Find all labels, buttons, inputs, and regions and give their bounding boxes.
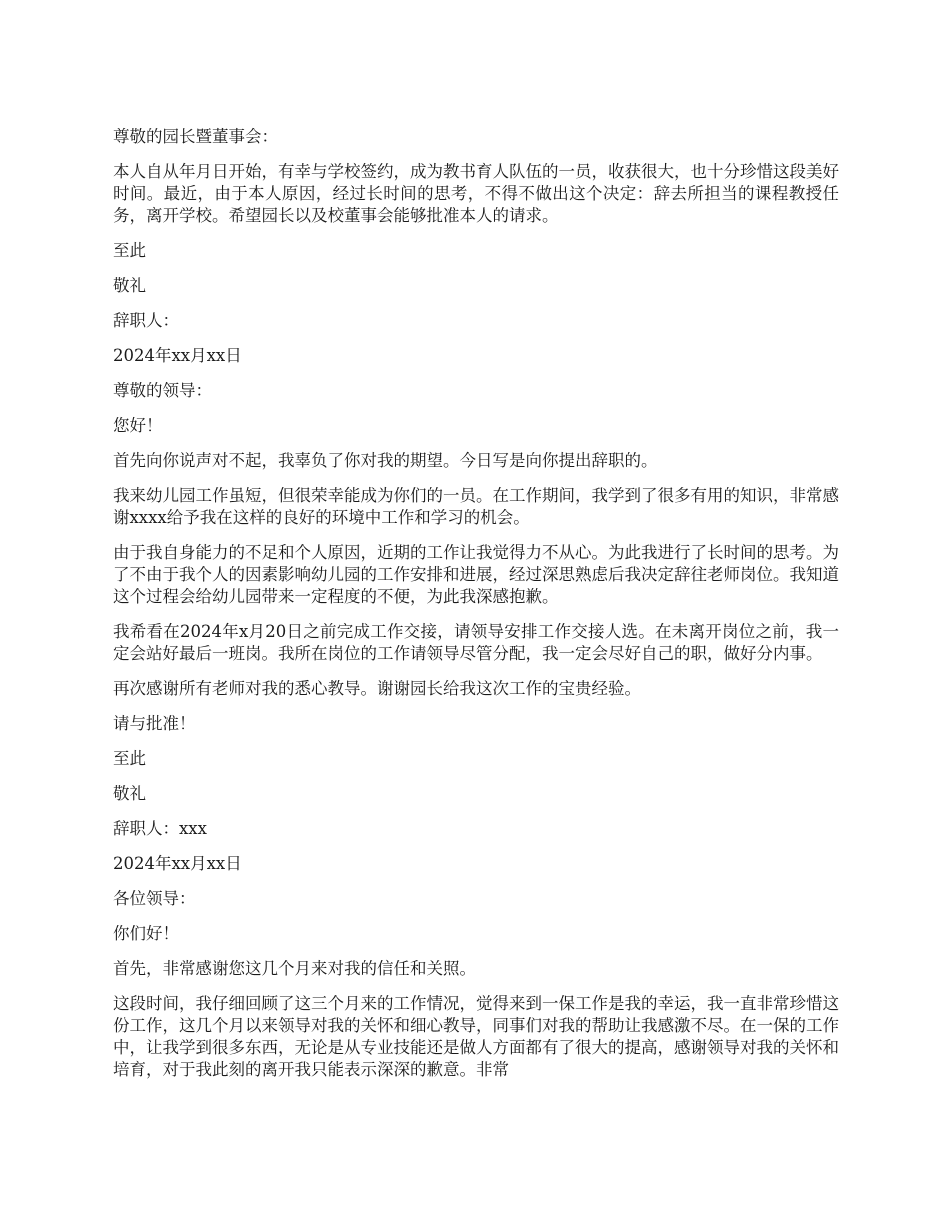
paragraph: 我希看在2024年x月20日之前完成工作交接，请领导安排工作交接人选。在未离开岗位之前，我一定会站好最后一班岗。我所在岗位的工作请领导尽管分配，我一定会尽好自己的职，做好分内事。 bbox=[113, 622, 839, 663]
paragraph: 再次感谢所有老师对我的悉心教导。谢谢园长给我这次工作的宝贵经验。 bbox=[113, 679, 641, 698]
paragraph: 首先，非常感谢您这几个月来对我的信任和关照。 bbox=[113, 959, 476, 978]
paragraph: 由于我自身能力的不足和个人原因，近期的工作让我觉得力不从心。为此我进行了长时间的思考。为了不由于我个人的因素影响幼儿园的工作安排和进展，经过深思熟虑后我决定辞往老师岗位。我知道这个过程会给幼儿园带来一定程度的不便，为此我深感抱歉。 bbox=[113, 543, 839, 606]
closing-jingli: 敬礼 bbox=[113, 784, 146, 803]
document-body bbox=[113, 126, 839, 1094]
closing-zhici: 至此 bbox=[113, 241, 146, 260]
date-line: 2024年xx月xx日 bbox=[113, 346, 242, 365]
paragraph: 我来幼儿园工作虽短，但很荣幸能成为你们的一员。在工作期间，我学到了很多有用的知识，非常感谢xxxx给予我在这样的良好的环境中工作和学习的机会。 bbox=[113, 486, 839, 527]
request-line: 请与批准！ bbox=[113, 714, 196, 733]
signature-line: 辞职人： bbox=[113, 311, 179, 330]
salutation-leader: 尊敬的领导： bbox=[113, 381, 212, 400]
paragraph: 本人自从年月日开始，有幸与学校签约，成为教书育人队伍的一员，收获很大，也十分珍惜这段美好时间。最近，由于本人原因，经过长时间的思考，不得不做出这个决定：辞去所担当的课程教授任务，离开学校。希望园长以及校董事会能够批准本人的请求。 bbox=[113, 162, 839, 225]
paragraph: 这段时间，我仔细回顾了这三个月来的工作情况，觉得来到一保工作是我的幸运，我一直非常珍惜这份工作，这几个月以来领导对我的关怀和细心教导，同事们对我的帮助让我感激不尽。在一保的工作中，让我学到很多东西，无论是从专业技能还是做人方面都有了很大的提高，感谢领导对我的关怀和培育，对于我此刻的离开我只能表示深深的歉意。非常 bbox=[113, 994, 839, 1079]
paragraph: 首先向你说声对不起，我辜负了你对我的期望。今日写是向你提出辞职的。 bbox=[113, 451, 658, 470]
salutation-leaders: 各位领导： bbox=[113, 889, 196, 908]
salutation-board: 尊敬的园长暨董事会： bbox=[113, 127, 278, 146]
closing-zhici: 至此 bbox=[113, 749, 146, 768]
closing-jingli: 敬礼 bbox=[113, 276, 146, 295]
greeting: 你们好！ bbox=[113, 924, 179, 943]
date-line: 2024年xx月xx日 bbox=[113, 854, 242, 873]
greeting: 您好！ bbox=[113, 416, 163, 435]
signature-line: 辞职人：xxx bbox=[113, 819, 207, 838]
